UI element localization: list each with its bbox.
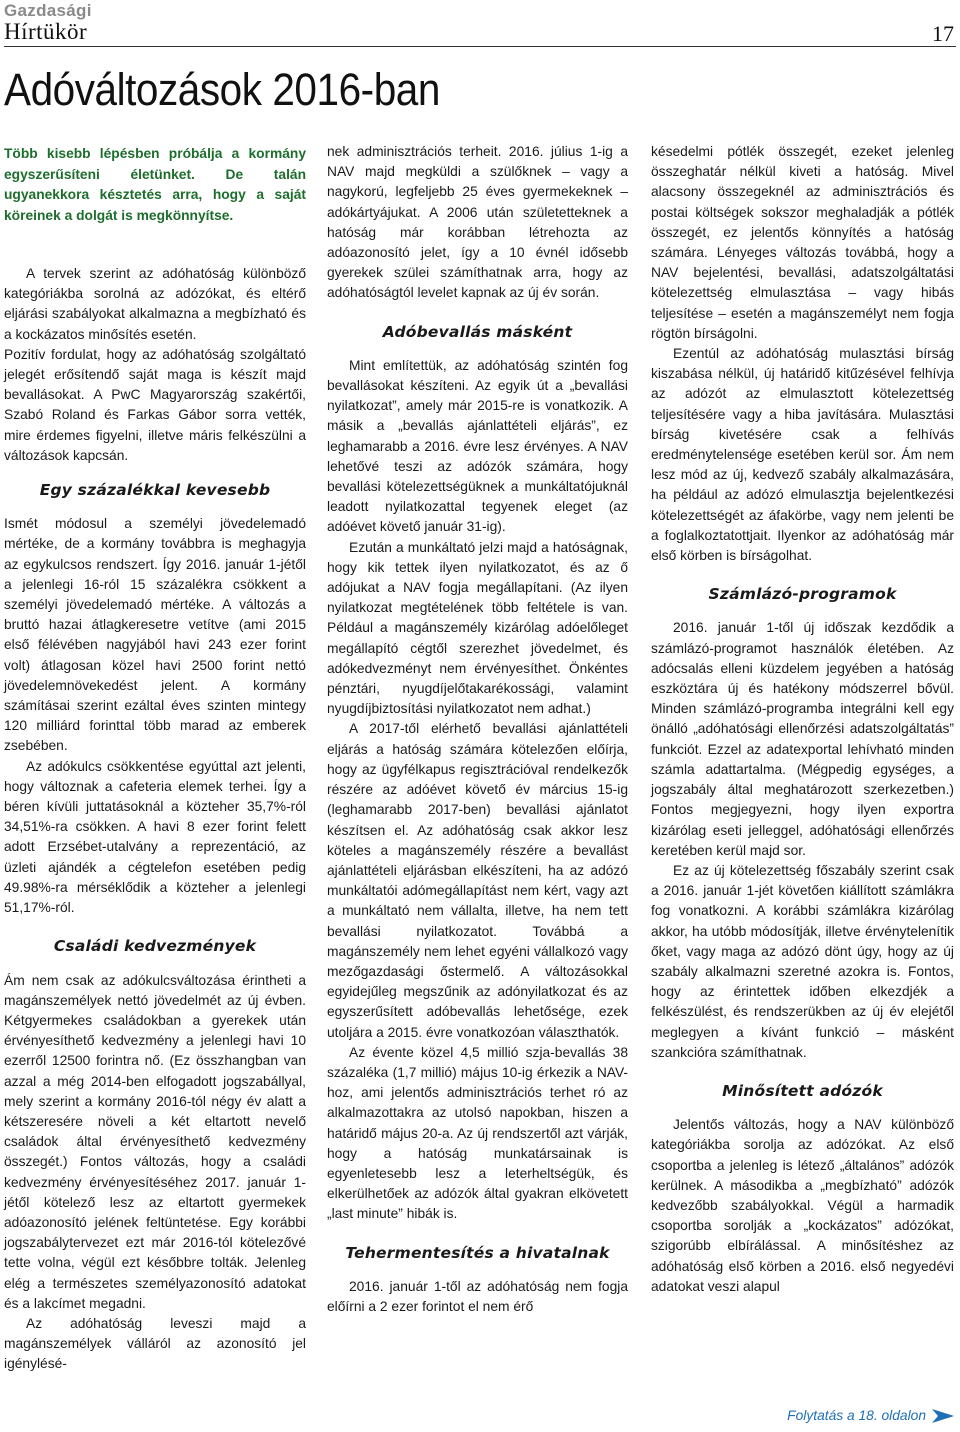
section-heading: Minősített adózók bbox=[722, 1081, 883, 1100]
paragraph: Az adókulcs csökkentése egyúttal azt jelenti, hogy változnak a cafeteria elemek terhei. Így a béren kívüli juttatásoknál a közteher 35,7%-ról 34,51%-ra csökken. A havi 8 ezer forint felett adott Erzsébet-utalvány a reprezentáció, az üzleti ajándék a cégtelefon esetében pedig 49.98%-ra mérséklődik a közteher a jelenlegi 51,17%-ról. bbox=[4, 758, 306, 916]
section-heading: Családi kedvezmények bbox=[53, 937, 257, 956]
paragraph: 2016. január 1-től új időszak kezdődik a számlázó-programot használók életében. Az adócsalás elleni küzdelem jegyében a hatóság eszköztára új és hatékony módszerrel bővül. Minden számlázó-programba integrálni kell egy önálló „adóhatósági ellenőrzési adatszolgáltatás” funkciót. Ezzel az adatexportal lehívható minden számla adattartalma. (Mégpedig egységes, a jogszabály által meghatározott szerkezetben.) Fontos megjegyezni, hogy ilyen exportra kizárólag eseti jelleggel, adóhatósági ellenőrzés keretében kerül majd sor. bbox=[651, 620, 954, 858]
article-lead: Több kisebb lépésben próbálja a kormány egyszerűsíteni életünket. De talán ugyanekkora késztetés arra, hogy a saját köreinek a dolgát is megkönnyítse. bbox=[4, 146, 306, 223]
paragraph: késedelmi pótlék összegét, ezeket jelenleg összeghatár nélkül kiveti a hatóság. Mivel alacsony összegeknél az adminisztrációs és postai költségek sokszor meghaladják a pótlék összegét, ez jelentős könnyítés a hatóság számára. Lényeges változás továbbá, hogy a NAV bejelentési, bevallási, adatszolgáltatási kötelezettség elmulasztása – vagy hibás teljesítése – esetén a magánszemélyt nem fogja rögtön bírságolni. bbox=[651, 144, 954, 341]
paragraph: Ezentúl az adóhatóság mulasztási bírság kiszabása nélkül, új határidő kitűzésével felhívja az adózót az elmulasztott kötelezettség teljesítésére vagy a hiba javítására. Mulasztási bírság kivetésére csak a felhívás eredménytelensége esetében kerül sor. Ám nem lesz mód az új, kedvező szabály alkalmazására, ha például az adózó elmulasztja bejelentkezési kötelezettségét az áfakörbe, vagy nem jelenti be a foglalkoztatottjait. Ilyenkor az adóhatóság már első körben is bírságolhat. bbox=[651, 346, 954, 564]
paragraph: Az évente közel 4,5 millió szja-bevallás 38 százaléka (1,7 millió) május 10-ig érkezik a NAV-hoz, ami jelentős adminisztrációs terhet ró az alkalmazottakra az utolsó napokban, hiszen a határidő május 20-a. Az új rendszertől azt várják, hogy a hatóság munkatársainak is egyenletesebb lesz a leterheltségük, és elkerülhetőek az adózók által gyakran elkövetett „last minute” hibák is. bbox=[327, 1044, 628, 1222]
paragraph: Ezután a munkáltató jelzi majd a hatóságnak, hogy kik tettek ilyen nyilatkozatot, és az ő adójukat a NAV fogja megállapítani. (Az ilyen nyilatkozat megtételének több feltétele is van. Például a magánszemély kizárólag adóelőleget megállapító cégtől szerezhet jövedelmet, és adókedvezményt nem érvényesíthet. Önkéntes pénztári, nyugdíjelőtakarékossági, valamint nyugdíjbiztosítási nyilatkozatot nem adhat.) bbox=[327, 539, 628, 717]
masthead-title-top: Gazdasági bbox=[4, 1, 92, 20]
paragraph: Pozitív fordulat, hogy az adóhatóság szolgáltató jelegét erősítendő saját maga is készít majd bevallásokat. A PwC Magyarország szakértői, Szabó Roland és Farkas Gábor sorra vették, mire érdemes figyelni, illetve máris felkészülni a változások kapcsán. bbox=[4, 346, 306, 463]
paragraph: Ám nem csak az adókulcsváltozása érintheti a magánszemélyek nettó jövedelmét az új évben. Kétgyermekes családokban a gyerekek után érvényesíthető kedvezmény a jelenlegi havi 10 ezerről 12500 forintra nő. (Ez összhangban van azzal a még 2014-ben elfogadott jogszabállyal, mely szerint a kormány 2016-tól négy év alatt a kétszeresére növeli a két eltartott nevelő családok által érvényesíthető kedvezmény összegét.) Fontos változás, hogy a családi kedvezmény érvényesítéséhez 2017. január 1-jétől kötelező lesz az eltartott gyermekek adóazonosító jelének feltüntetése. Egy korábbi jogszabálytervezet ezt már 2016-tól kötelezővé tette volna, végül ezt későbbre tolták. Jelenleg elég a természetes személyazonosító adatokat és a lakcímet megadni. bbox=[4, 972, 306, 1311]
masthead-title-bottom: Hírtükör bbox=[4, 19, 88, 44]
paragraph: Ez az új kötelezettség főszabály szerint csak a 2016. január 1-jét követően kiállított számlákra fog vonatkozni. A korábbi számlákra kizárólag akkor, ha utóbb módosítják, illetve érvénytelenítik őket, vagy maga az adózó dönt úgy, hogy az új szabály alkalmazni szeretné azokra is. Fontos, hogy az érintettek időben elkezdjék a felkészülést, és rendszerükben az új év elejétől meglegyen a kívánt funkció – másként szankcióra számíthatnak. bbox=[651, 862, 954, 1060]
continuation-text: Folytatás a 18. oldalon bbox=[787, 1408, 926, 1423]
page-number: 17 bbox=[932, 21, 954, 46]
paragraph: Az adóhatóság leveszi majd a magánszemélyek válláról az azonosító jel igénylésé- bbox=[4, 1315, 306, 1372]
article-column-2 bbox=[327, 142, 628, 1317]
article-column-3 bbox=[651, 142, 954, 1297]
paragraph: A tervek szerint az adóhatóság különböző kategóriákba sorolná az adózókat, és eltérő eljárási szabályokat alkalmazna a megbízható és a kockázatos minősítés esetén. bbox=[4, 266, 306, 342]
arrow-right-icon bbox=[932, 1409, 954, 1423]
paragraph: Mint említettük, az adóhatóság szintén fog bevallásokat készíteni. Az egyik út a „bevallási nyilatkozat”, amely már 2015-re is vonatkozik. A másik a „bevallás ajánlattételi eljárás”, ez leghamarabb a 2016. évre lesz érvényes. A NAV lehetővé teszi az adózók számára, hogy bevallási kötelezettségüknek a munkáltatójuknál leadott nyilatkozattal tegyenek eleget (az adóévet követő január 31-ig). bbox=[327, 357, 628, 535]
paragraph: nek adminisztrációs terheit. 2016. július 1-ig a NAV majd megküldi a szülőknek – vagy a nagykorú, legfeljebb 25 éves gyermekeknek – adókártyájukat. A 2006 után születetteknek a hatóság már korábban létrehozta az adóazonosító jelet, így a 10 évnél idősebb gyerekek szülei számíthatnak arra, hogy az adóhatóságtól levelet kapnak az új év során. bbox=[327, 144, 628, 301]
paragraph: A 2017-től elérhető bevallási ajánlattételi eljárás a hatóság számára kötelezően előírja, hogy az ügyfélkapus regisztrációval rendelkezők részére az adóévet követő év március 15-ig (leghamarabb 2017-ben) bevallási ajánlatot készítsen el. Az adóhatóság csak akkor lesz köteles a magánszemély részére a bevallást ajánlattételi eljárásban elkészíteni, ha az adózó munkáltatói adómegállapítást nem kért, vagy azt a munkáltató nem vállalta, illetve, ha nem tett bevallási nyilatkozatot. Továbbá a magánszemély nem lehet egyéni vállalkozó vagy mezőgazdasági őstermelő. A változásokkal egyidejűleg megszűnik az adónyilatkozat és az egyszerűsített adóbevallás lehetősége, ezek utoljára a 2015. évre vonatkozóan választhatók. bbox=[327, 721, 628, 1040]
masthead bbox=[4, 1, 956, 47]
section-heading: Egy százalékkal kevesebb bbox=[39, 481, 271, 500]
continuation-link[interactable] bbox=[787, 1408, 954, 1423]
article-column-1 bbox=[4, 144, 306, 1375]
paragraph: Jelentős változás, hogy a NAV különböző kategóriákba sorolja az adózókat. Az első csoportba a jelenleg is létező „általános” adózók kerülnek. A másodikba a „megbízható” adózók kedvezőbb szabályokkal. Végül a harmadik csoportba sorolják a „kockázatos” adózókat, szigorúbb elbírálással. A minősítéshez az adóhatóság első körben a 2016. első negyedévi adatokat veszi alapul bbox=[651, 1117, 954, 1294]
section-heading: Tehermentesítés a hivatalnak bbox=[345, 1243, 610, 1262]
paragraph: Ismét módosul a személyi jövedelemadó mértéke, de a kormány továbbra is meghagyja az egykulcsos rendszert. Így 2016. január 1-jétől a jelenlegi 16-ról 15 százalékra csökkent a személyi jövedelemadó mértéke. A változás a bruttó hazai átlagkeresetre vetítve (ami 2015 első félévében nagyjából havi 243 ezer forint volt) átlagosan közel havi 2500 forint nettó jövedelemnövekedést jelent. A kormány számításai szerint ezáltal éves szinten mintegy 120 milliárd forinttal több marad az emberek zsebében. bbox=[4, 516, 306, 754]
paragraph: 2016. január 1-től az adóhatóság nem fogja előírni a 2 ezer forintot el nem érő bbox=[327, 1278, 628, 1314]
article-headline: Adóváltozások 2016-ban bbox=[4, 64, 440, 115]
section-heading: Számlázó-programok bbox=[708, 585, 897, 604]
section-heading: Adóbevallás másként bbox=[382, 322, 573, 341]
